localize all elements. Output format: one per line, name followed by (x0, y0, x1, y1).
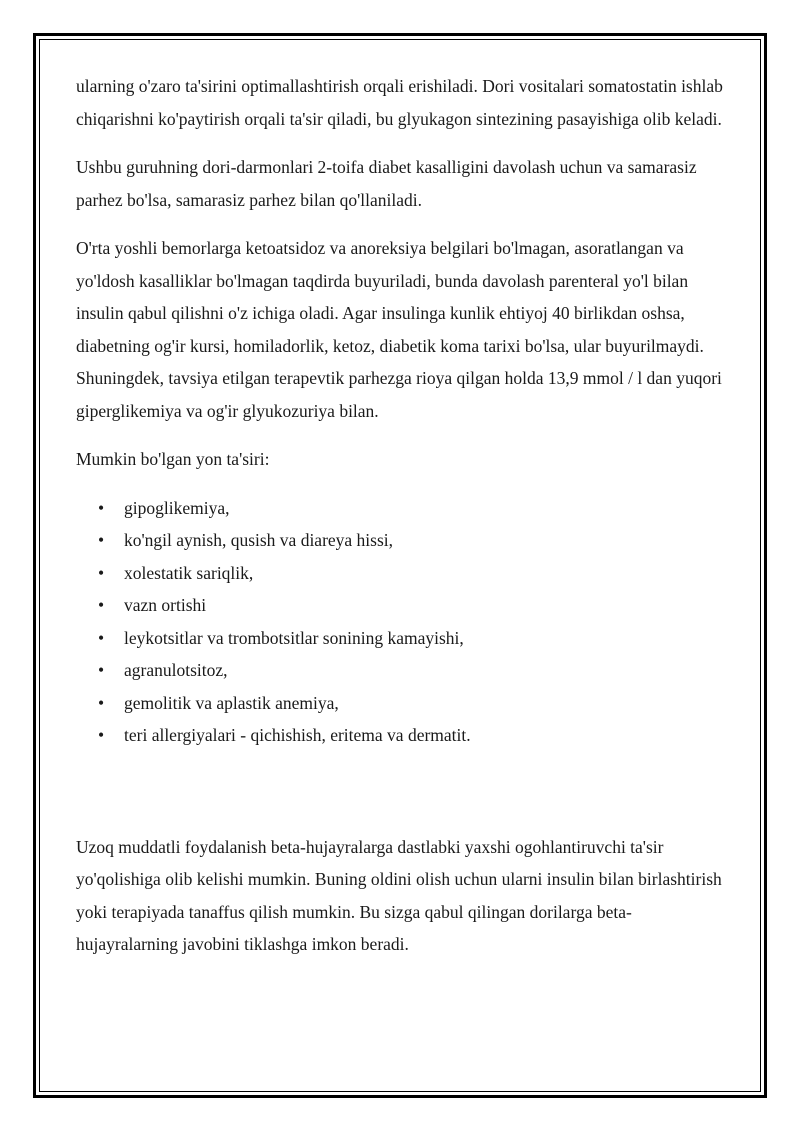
side-effects-list (76, 492, 731, 752)
side-effects-heading: Mumkin bo'lgan yon ta'siri: (76, 449, 270, 469)
list-item (76, 687, 731, 720)
paragraph-long-term-use: Uzoq muddatli foydalanish beta-hujayralarga dastlabki yaxshi ogohlantiruvchi ta'sir yo'qolishiga olib kelishi mumkin. Buning oldini olish uchun ularni insulin bilan birlashtirish yoki terapiyada tanaffus qilish mumkin. Bu sizga qabul qilingan dorilarga beta-hujayralarning javobini tiklashga imkon beradi. (76, 836, 722, 954)
list-item (76, 622, 731, 655)
list-item (76, 719, 731, 752)
list-item-text: agranulotsitoz, (124, 660, 228, 680)
list-item-text: leykotsitlar va trombotsitlar sonining kamayishi, (124, 627, 464, 648)
list-item-text: gemolitik va aplastik anemiya, (124, 692, 339, 713)
list-item (76, 492, 731, 525)
list-item-text: vazn ortishi (124, 595, 207, 615)
bullet-icon: • (98, 530, 105, 550)
paragraph-contraindications: O'rta yoshli bemorlarga ketoatsidoz va anoreksiya belgilari bo'lmagan, asoratlangan va yo'ldosh kasalliklar bo'lmagan taqdirda buyuriladi, bunda davolash parenteral yo'l bilan insulin qabul qilishni o'z ichiga oladi. Agar insulinga kunlik ehtiyoj 40 birlikdan oshsa, diabetning og'ir kursi, homiladorlik, ketoz, diabetik koma tarixi bo'lsa, ular buyurilmaydi. Shuningdek, tavsiya etilgan terapevtik parhezga rioya qilgan holda 13,9 mmol / l dan yuqori giperglikemiya va og'ir glyukozuriya bilan. (76, 238, 722, 421)
list-item-text: xolestatik sariqlik, (124, 562, 254, 583)
bullet-icon: • (98, 660, 105, 680)
bullet-icon: • (98, 725, 105, 745)
list-item-text: ko'ngil aynish, qusish va diareya hissi, (124, 530, 394, 550)
paragraph-indication: Ushbu guruhning dori-darmonlari 2-toifa diabet kasalligini davolash uchun va samarasiz parhez bo'lsa, samarasiz parhez bilan qo'llaniladi. (76, 157, 697, 210)
list-item (76, 557, 731, 590)
list-item (76, 589, 731, 622)
bullet-icon: • (98, 627, 105, 648)
list-item-text: gipoglikemiya, (124, 497, 230, 518)
bullet-icon: • (98, 692, 105, 713)
bullet-icon: • (98, 562, 105, 583)
list-item (76, 524, 731, 557)
list-item-text: teri allergiyalari - qichishish, eritema va dermatit. (124, 725, 471, 745)
list-item (76, 654, 731, 687)
bullet-icon: • (98, 595, 105, 615)
document-body (76, 70, 731, 977)
bullet-icon: • (98, 497, 105, 518)
blank-spacer (76, 752, 731, 831)
paragraph-mechanism: ularning o'zaro ta'sirini optimallashtirish orqali erishiladi. Dori vositalari somatostatin ishlab chiqarishni ko'paytirish orqali ta'sir qiladi, bu glyukagon sintezining pasayishiga olib keladi. (76, 76, 723, 129)
